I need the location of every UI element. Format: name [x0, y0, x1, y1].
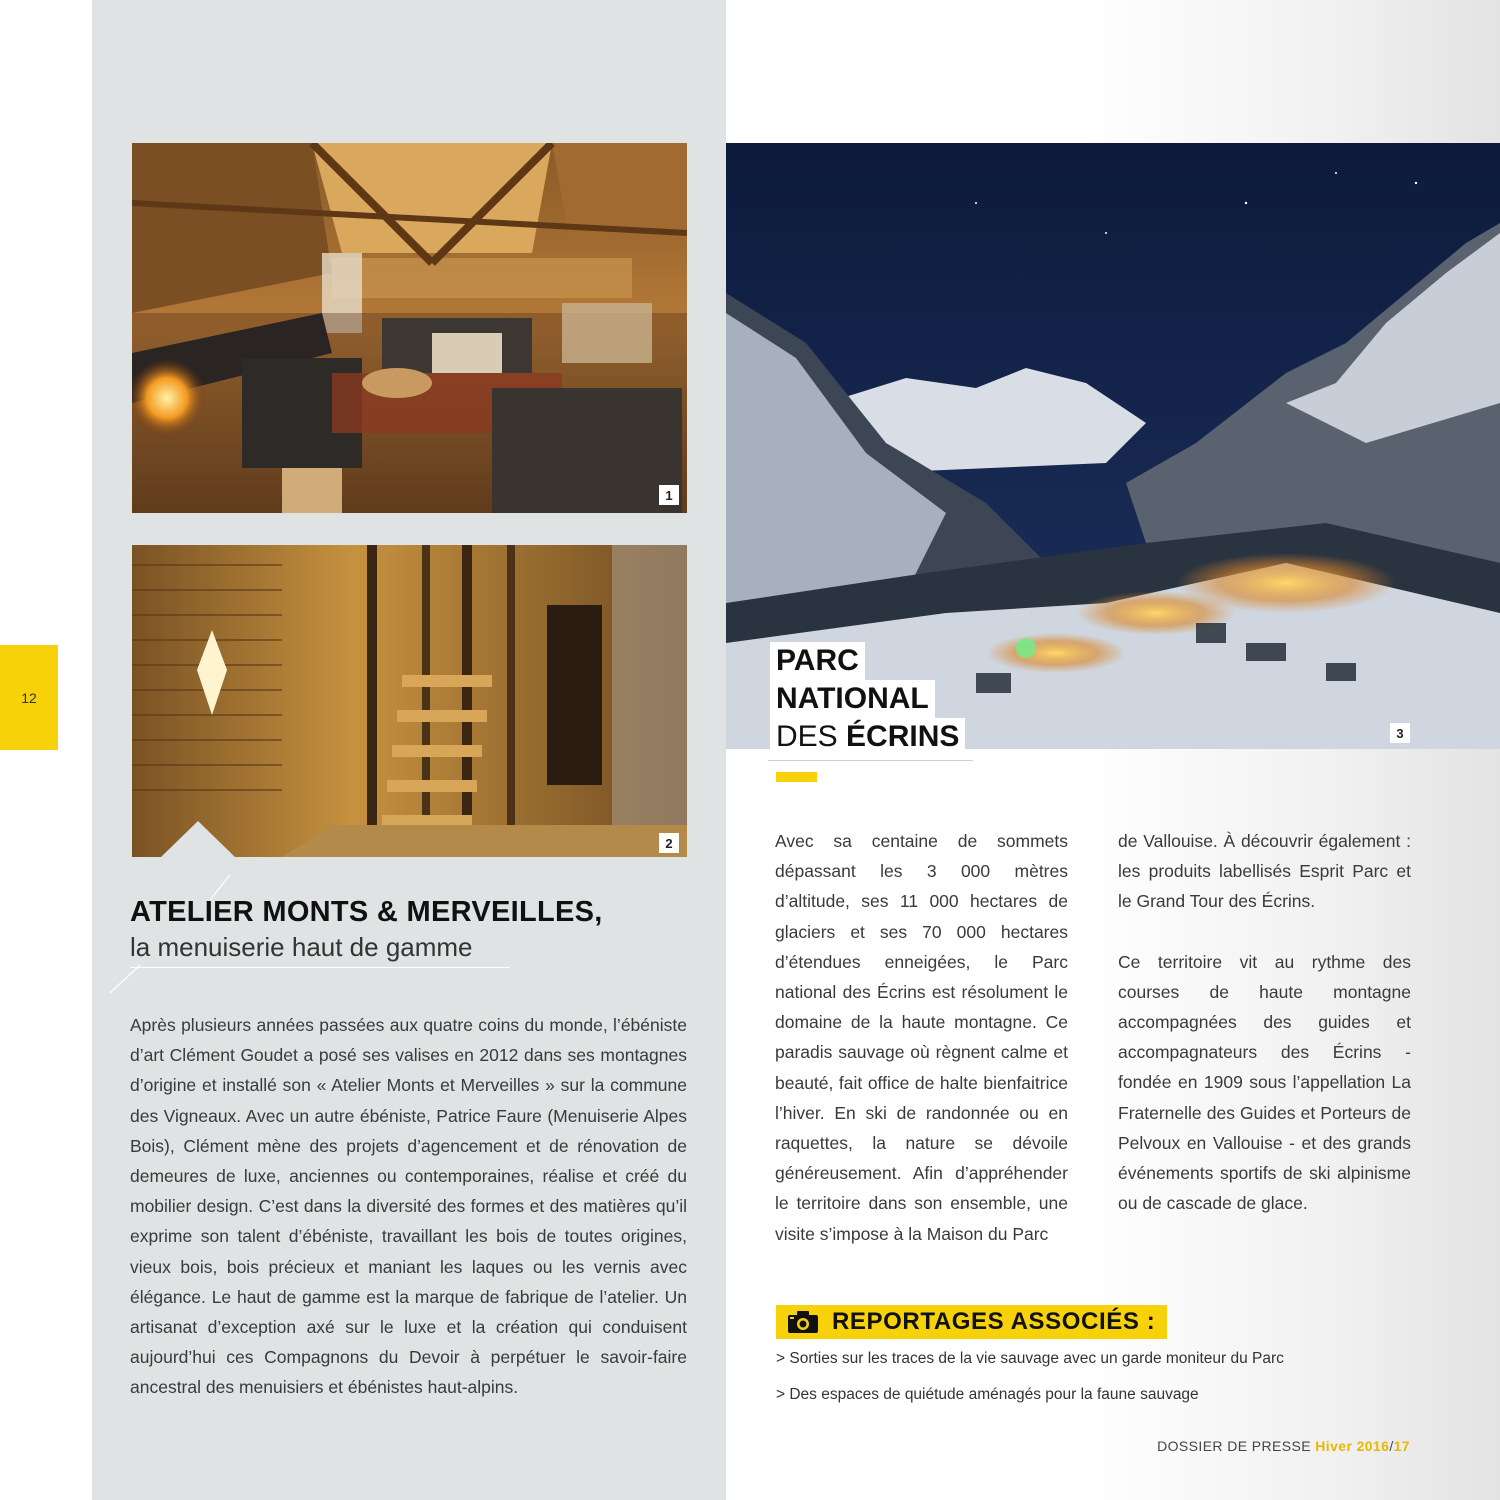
parc-title-line2: NATIONAL	[770, 680, 935, 718]
parc-title	[770, 642, 965, 756]
atelier-subtitle: la menuiserie haut de gamme	[130, 932, 473, 962]
parc-column-2	[1118, 826, 1411, 1248]
parc-title-rule	[768, 760, 973, 761]
photo-chalet-living-room	[132, 143, 687, 513]
reportage-link-1[interactable]: > Sorties sur les traces de la vie sauvage avec un garde moniteur du Parc	[776, 1350, 1284, 1367]
reportage-link-2[interactable]: > Des espaces de quiétude aménagés pour la faune sauvage	[776, 1386, 1199, 1403]
parc-col2-paragraph2: Ce territoire vit au rythme des courses de haute montagne accompagnées des guides et accompagnateurs des Écrins - fondée en 1909 sous l’appellation La Fraternelle des Guides et Porteurs de Pelvoux en Vallouise - et des grands événements sportifs de ski alpinisme ou de cascade de glace.	[1118, 951, 1411, 1214]
photo-number-badge: 2	[659, 833, 679, 853]
atelier-title: ATELIER MONTS & MERVEILLES,	[130, 896, 603, 928]
reportages-label: REPORTAGES ASSOCIÉS :	[832, 1308, 1156, 1335]
page-number-tab	[0, 645, 58, 750]
photo-wooden-staircase	[132, 545, 687, 857]
parc-column-1	[775, 826, 1068, 1279]
parc-accent-bar	[776, 772, 817, 782]
footer-publication: DOSSIER DE PRESSE Hiver 2016/17	[1157, 1438, 1410, 1454]
parc-title-line3: DES ÉCRINS	[770, 718, 965, 756]
parc-title-line1: PARC	[770, 642, 865, 680]
page-number: 12	[21, 689, 37, 706]
parc-col2-paragraph1: de Vallouise. À découvrir également : les produits labellisés Esprit Parc et le Grand Tour des Écrins.	[1118, 831, 1411, 912]
photo-number-badge: 3	[1390, 723, 1410, 743]
decorative-notch	[160, 821, 236, 858]
reportages-header	[776, 1305, 1167, 1339]
subtitle-underline	[130, 967, 510, 968]
atelier-body-text: Après plusieurs années passées aux quatre coins du monde, l’ébéniste d’art Clément Goudet a posé ses valises en 2012 dans ses montagnes d’origine et installé son « Atelier Monts et Merveilles » sur la commune des Vigneaux. Avec un autre ébéniste, Patrice Faure (Menuiserie Alpes Bois), Clément mène des projets d’agencement et de rénovation de demeures de luxe, anciennes ou contemporaines, réalise et créé du mobilier design. C’est dans la diversité des formes et des matières qu’il exprime son talent d’ébéniste, travaillant les bois de toutes origines, vieux bois, bois précieux et maniant les laques ou les vernis avec élégance. Le haut de gamme est la marque de fabrique de l’atelier. Un artisanat d’exception axé sur le luxe et la création qui conduisent aujourd’hui ces Compagnons du Devoir à perpétuer le savoir-faire ancestral des menuisiers et ébénistes haut-alpins.	[130, 1015, 687, 1398]
parc-col1-text: Avec sa centaine de sommets dépassant les 3 000 mètres d’altitude, ses 11 000 hectares de glaciers et ses 70 000 hectares d’étendues enneigées, le Parc national des Écrins est résolument le domaine de la haute montagne. Ce paradis sauvage où règnent calme et beauté, fait office de halte bienfaitrice l’hiver. En ski de randonnée ou en raquettes, la nature se dévoile généreusement. Afin d’appréhender le territoire dans son ensemble, une visite s’impose à la Maison du Parc	[775, 831, 1068, 1244]
photo-number-badge: 1	[659, 485, 679, 505]
camera-icon	[788, 1311, 818, 1333]
